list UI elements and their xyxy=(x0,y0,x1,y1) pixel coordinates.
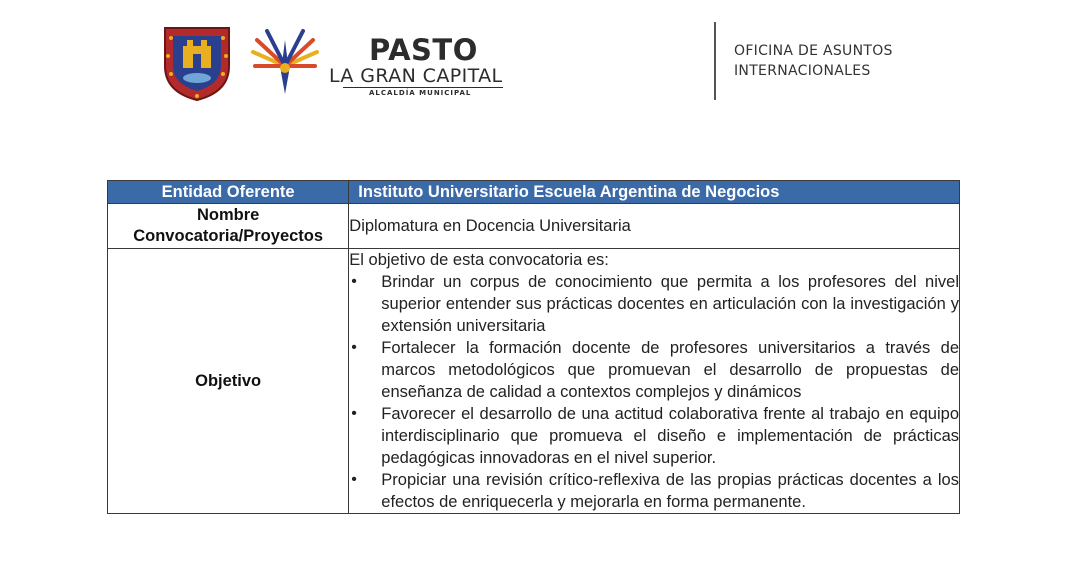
pasto-wordmark xyxy=(329,34,519,98)
name-label xyxy=(108,204,349,249)
call-details-table xyxy=(107,180,960,514)
table-header-row xyxy=(108,181,960,204)
objective-list xyxy=(349,271,959,513)
brand-tagline: ALCALDÍA MUNICIPAL xyxy=(369,89,472,97)
page-header xyxy=(0,0,1068,130)
header-divider xyxy=(714,22,716,100)
brand-title: PASTO xyxy=(369,33,478,67)
list-item: • Favorecer el desarrollo de una actitud colaborativa frente al trabajo en equipo interdisciplinario que promueva el diseño e implementación de prácticas pedagógicas innovadoras en el nivel superior. xyxy=(349,403,959,469)
name-value: Diplomatura en Docencia Universitaria xyxy=(349,204,960,249)
list-item: • Brindar un corpus de conocimiento que permita a los profesores del nivel superior entender sus prácticas docentes en articulación con la investigación y extensión universitaria xyxy=(349,271,959,337)
objective-content xyxy=(349,249,960,514)
list-item: • Propiciar una revisión crítico-reflexiva de las propias prácticas docentes a los efectos de enriquecerla y mejorarla en forma permanente. xyxy=(349,469,959,513)
objective-intro: El objetivo de esta convocatoria es: xyxy=(349,251,609,269)
table-row-objective xyxy=(108,249,960,514)
name-label-line1: Nombre xyxy=(196,206,260,224)
sun-rays-emblem xyxy=(245,26,325,98)
brand-subtitle: LA GRAN CAPITAL xyxy=(329,65,503,87)
logo-group xyxy=(157,20,517,102)
office-name-line1: OFICINA DE ASUNTOS xyxy=(734,43,893,59)
entity-value: Instituto Universitario Escuela Argentina de Negocios xyxy=(349,181,960,204)
entity-label: Entidad Oferente xyxy=(108,181,349,204)
office-name-line2: INTERNACIONALES xyxy=(734,63,871,79)
name-label-line2: Convocatoria/Proyectos xyxy=(133,227,324,245)
brand-divider xyxy=(343,87,503,88)
table-row-name xyxy=(108,204,960,249)
office-name xyxy=(734,41,893,81)
coat-of-arms-logo xyxy=(157,22,237,102)
list-item: • Fortalecer la formación docente de profesores universitarios a través de marcos metodológicos que promuevan el desarrollo de propuestas de enseñanza de calidad a contextos complejos y dinámicos xyxy=(349,337,959,403)
objective-label: Objetivo xyxy=(108,249,349,514)
